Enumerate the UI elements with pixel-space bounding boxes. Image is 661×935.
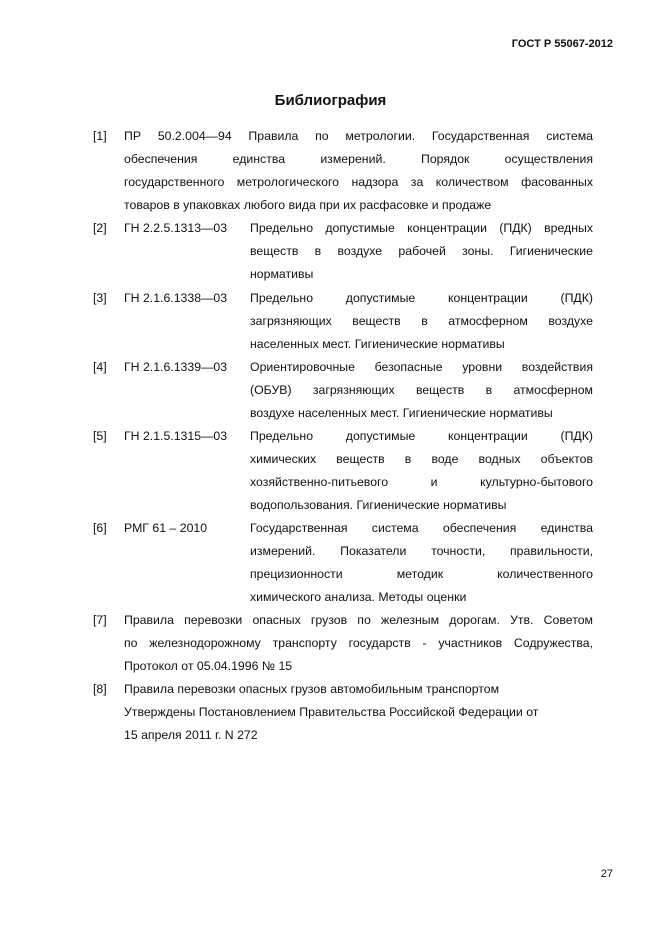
entry-line: Предельно допустимые концентрации (ПДК) [250, 291, 593, 305]
entry-line: Государственная система обеспечения единства [250, 521, 593, 535]
entry-text [250, 287, 593, 356]
entry-code: ГН 2.1.6.1338—03 [124, 291, 228, 305]
page-number: 27 [600, 868, 613, 880]
entry-line: ПР 50.2.004—94 Правила по метрологии. Государственная система [124, 129, 593, 143]
entry-number: [8] [93, 682, 107, 696]
page-title: Библиография [274, 92, 387, 109]
entry-line: товаров в упаковках любого вида при их расфасовке и продаже [124, 198, 492, 212]
entry-number: [1] [93, 129, 107, 143]
entry-line: хозяйственно-питьевого и культурно-бытового [250, 475, 593, 489]
entry-number: [3] [93, 291, 107, 305]
entry-code: ГН 2.1.5.1315—03 [124, 429, 228, 443]
entry-number: [5] [93, 429, 107, 443]
entry-text [124, 125, 593, 217]
entry-line: измерений. Показатели точности, правильности, [250, 544, 593, 558]
entry-number: [6] [93, 521, 107, 535]
entry-line: Предельно допустимые концентрации (ПДК) [250, 429, 593, 443]
entry-line: водопользования. Гигиенические нормативы [250, 498, 507, 512]
entry-line: государственного метрологического надзора за количеством фасованных [124, 175, 593, 189]
entry-line: загрязняющих веществ в атмосферном воздухе [250, 314, 593, 328]
entry-number: [2] [93, 221, 107, 235]
entry-code: РМГ 61 – 2010 [124, 521, 208, 535]
entry-line: Правила перевозки опасных грузов по железным дорогам. Утв. Советом [124, 613, 593, 627]
entry-line: Протокол от 05.04.1996 № 15 [124, 659, 293, 673]
entry-text [250, 425, 593, 517]
standard-code: ГОСТ Р 55067-2012 [511, 38, 613, 50]
entry-line: 15 апреля 2011 г. N 272 [124, 728, 258, 742]
entry-line: воздухе населенных мест. Гигиенические нормативы [250, 406, 553, 420]
entry-number: [7] [93, 613, 107, 627]
entry-code: ГН 2.1.6.1339—03 [124, 360, 228, 374]
entry-text [250, 517, 593, 609]
entry-line: Предельно допустимые концентрации (ПДК) вредных [250, 221, 593, 235]
entry-line: Правила перевозки опасных грузов автомобильным транспортом [124, 682, 500, 696]
entry-line: химических веществ в воде водных объектов [250, 452, 593, 466]
entry-line: прецизионности методик количественного [250, 567, 593, 581]
entry-line: населенных мест. Гигиенические нормативы [250, 337, 505, 351]
entry-text [250, 356, 593, 425]
entry-text [124, 678, 593, 747]
entry-line: нормативы [250, 267, 314, 281]
entry-line: по железнодорожному транспорту государств - участников Содружества, [124, 636, 593, 650]
entry-code: ГН 2.2.5.1313—03 [124, 221, 228, 235]
entry-line: Ориентировочные безопасные уровни воздействия [250, 360, 593, 374]
entry-line: веществ в воздухе рабочей зоны. Гигиенические [250, 244, 593, 258]
entry-text [124, 609, 593, 678]
entry-text [250, 217, 593, 286]
entry-line: химического анализа. Методы оценки [250, 590, 467, 604]
entry-number: [4] [93, 360, 107, 374]
entry-line: обеспечения единства измерений. Порядок осуществления [124, 152, 593, 166]
entry-line: (ОБУВ) загрязняющих веществ в атмосферном [250, 383, 593, 397]
entry-line: Утверждены Постановлением Правительства Российской Федерации от [124, 705, 539, 719]
